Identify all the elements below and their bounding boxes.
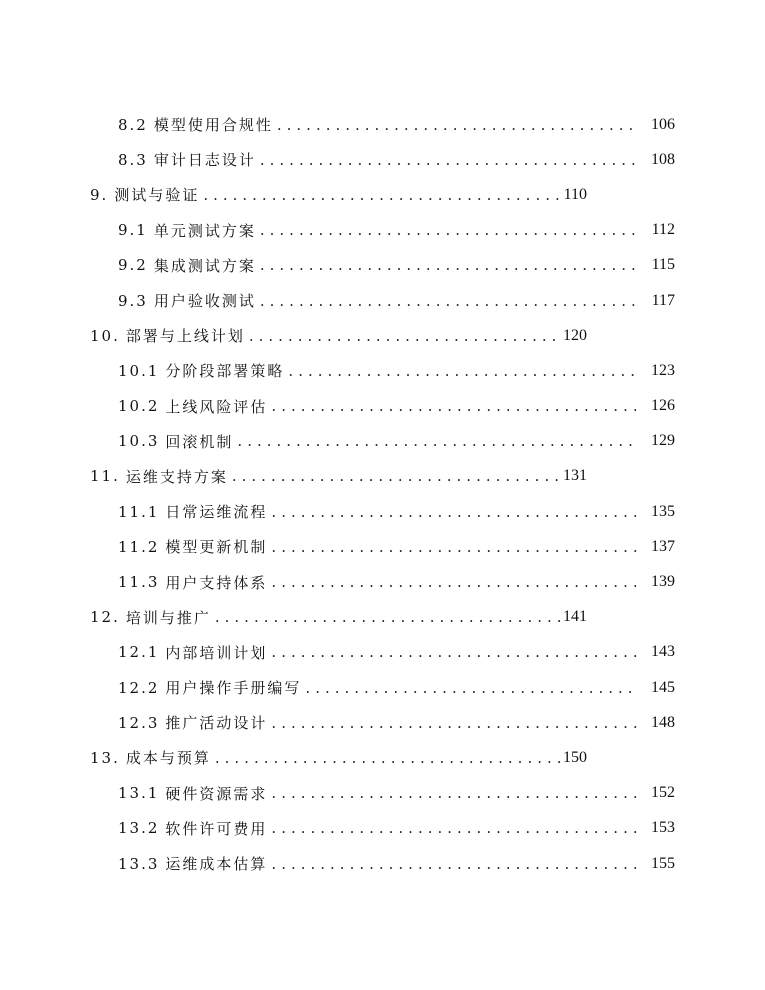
toc-entry-title: 集成测试方案: [153, 256, 256, 275]
toc-entry[interactable]: [0, 424, 765, 459]
toc-entry-page: 123: [651, 361, 675, 379]
toc-entry[interactable]: [0, 635, 765, 670]
toc-entry-title: 测试与验证: [114, 186, 200, 205]
dot-leader: [271, 784, 637, 802]
dot-leader: [203, 186, 561, 204]
toc-chapter[interactable]: [0, 318, 677, 353]
toc-entry-title: 培训与推广: [125, 608, 211, 627]
toc-entry[interactable]: [0, 846, 765, 881]
toc-entry-title: 上线风险评估: [165, 397, 268, 416]
toc-entry-number: 10.: [90, 326, 120, 345]
toc-entry-title: 用户验收测试: [153, 292, 256, 311]
toc-entry-title: 内部培训计划: [165, 643, 268, 662]
toc-entry-number: 12.1: [118, 643, 160, 662]
toc-entry-page: 153: [651, 819, 675, 837]
toc-entry-page: 137: [651, 537, 675, 555]
toc-entry-number: 11.: [90, 467, 120, 486]
toc-entry[interactable]: [0, 142, 765, 177]
dot-leader: [271, 855, 637, 873]
toc-entry-number: 9.3: [118, 291, 148, 310]
toc-entry-page: 117: [651, 291, 675, 309]
toc-entry-page: 106: [651, 115, 675, 133]
toc-entry-number: 11.2: [118, 537, 160, 556]
dot-leader: [277, 116, 637, 134]
toc-entry-page: 110: [563, 185, 587, 203]
dot-leader: [249, 327, 561, 345]
toc-entry-number: 11.3: [118, 573, 160, 592]
toc-entry-number: 13.3: [118, 854, 160, 873]
toc-entry-title: 模型使用合规性: [153, 116, 273, 135]
toc-entry-title: 部署与上线计划: [125, 327, 245, 346]
toc-entry-page: 129: [651, 432, 675, 450]
toc-entry[interactable]: [0, 107, 765, 142]
toc-entry-number: 13.1: [118, 784, 160, 803]
toc-entry-number: 10.3: [118, 432, 160, 451]
toc-entry-number: 9.: [90, 185, 109, 204]
toc-entry-number: 10.1: [118, 361, 160, 380]
toc-entry-title: 回滚机制: [165, 432, 234, 451]
dot-leader: [271, 503, 637, 521]
dot-leader: [260, 151, 637, 169]
toc-entry-page: 150: [563, 748, 587, 766]
toc-chapter[interactable]: [0, 740, 677, 775]
toc-entry[interactable]: [0, 353, 765, 388]
toc-chapter[interactable]: [0, 177, 677, 212]
toc-entry-number: 10.2: [118, 397, 160, 416]
toc-entry-title: 单元测试方案: [153, 221, 256, 240]
toc-entry[interactable]: [0, 529, 765, 564]
dot-leader: [271, 819, 637, 837]
toc-entry-number: 12.: [90, 608, 120, 627]
toc-entry-number: 9.2: [118, 256, 148, 275]
dot-leader: [237, 432, 637, 450]
dot-leader: [271, 538, 637, 556]
toc-entry-page: 131: [563, 467, 587, 485]
toc-entry-title: 运维成本估算: [165, 855, 268, 874]
toc-entry-page: 135: [651, 502, 675, 520]
dot-leader: [232, 467, 561, 485]
dot-leader: [260, 256, 638, 274]
toc-entry-page: 155: [651, 854, 675, 872]
toc-entry-title: 软件许可费用: [165, 819, 268, 838]
toc-entry-title: 模型更新机制: [165, 538, 268, 557]
toc-entry-number: 8.3: [118, 150, 148, 169]
toc-entry-number: 9.1: [118, 221, 148, 240]
toc-entry-number: 12.3: [118, 713, 160, 732]
toc-entry-title: 推广活动设计: [165, 714, 268, 733]
toc-entry-title: 审计日志设计: [153, 151, 256, 170]
toc-entry[interactable]: [0, 389, 765, 424]
toc-entry[interactable]: [0, 283, 765, 318]
toc-entry[interactable]: [0, 213, 765, 248]
toc-entry-page: 141: [563, 608, 587, 626]
toc-entry[interactable]: [0, 776, 765, 811]
toc-entry[interactable]: [0, 670, 765, 705]
dot-leader: [271, 573, 637, 591]
dot-leader: [305, 679, 637, 697]
toc-entry-page: 152: [651, 784, 675, 802]
toc-chapter[interactable]: [0, 459, 677, 494]
toc-entry-number: 8.2: [118, 115, 148, 134]
toc-entry-title: 用户操作手册编写: [165, 679, 302, 698]
table-of-contents: [0, 107, 765, 881]
dot-leader: [215, 749, 561, 767]
dot-leader: [271, 643, 637, 661]
toc-entry-page: 112: [651, 221, 675, 239]
toc-entry-page: 108: [651, 150, 675, 168]
toc-entry-page: 139: [651, 573, 675, 591]
toc-entry[interactable]: [0, 564, 765, 599]
toc-entry-number: 11.1: [118, 502, 160, 521]
toc-chapter[interactable]: [0, 600, 677, 635]
dot-leader: [260, 292, 638, 310]
toc-entry-title: 成本与预算: [125, 749, 211, 768]
toc-entry-page: 143: [651, 643, 675, 661]
toc-entry[interactable]: [0, 494, 765, 529]
dot-leader: [271, 397, 637, 415]
toc-entry-page: 126: [651, 397, 675, 415]
toc-entry[interactable]: [0, 811, 765, 846]
dot-leader: [215, 608, 561, 626]
toc-entry-title: 运维支持方案: [125, 467, 228, 486]
toc-entry[interactable]: [0, 705, 765, 740]
toc-entry-number: 13.2: [118, 819, 160, 838]
toc-entry[interactable]: [0, 248, 765, 283]
toc-entry-page: 145: [651, 678, 675, 696]
dot-leader: [260, 221, 638, 239]
toc-entry-page: 148: [651, 713, 675, 731]
toc-entry-page: 120: [563, 326, 587, 344]
toc-entry-title: 硬件资源需求: [165, 784, 268, 803]
dot-leader: [288, 362, 637, 380]
toc-entry-title: 日常运维流程: [165, 503, 268, 522]
toc-entry-title: 分阶段部署策略: [165, 362, 285, 381]
toc-entry-number: 13.: [90, 748, 120, 767]
toc-entry-title: 用户支持体系: [165, 573, 268, 592]
dot-leader: [271, 714, 637, 732]
toc-entry-number: 12.2: [118, 678, 160, 697]
toc-entry-page: 115: [651, 256, 675, 274]
